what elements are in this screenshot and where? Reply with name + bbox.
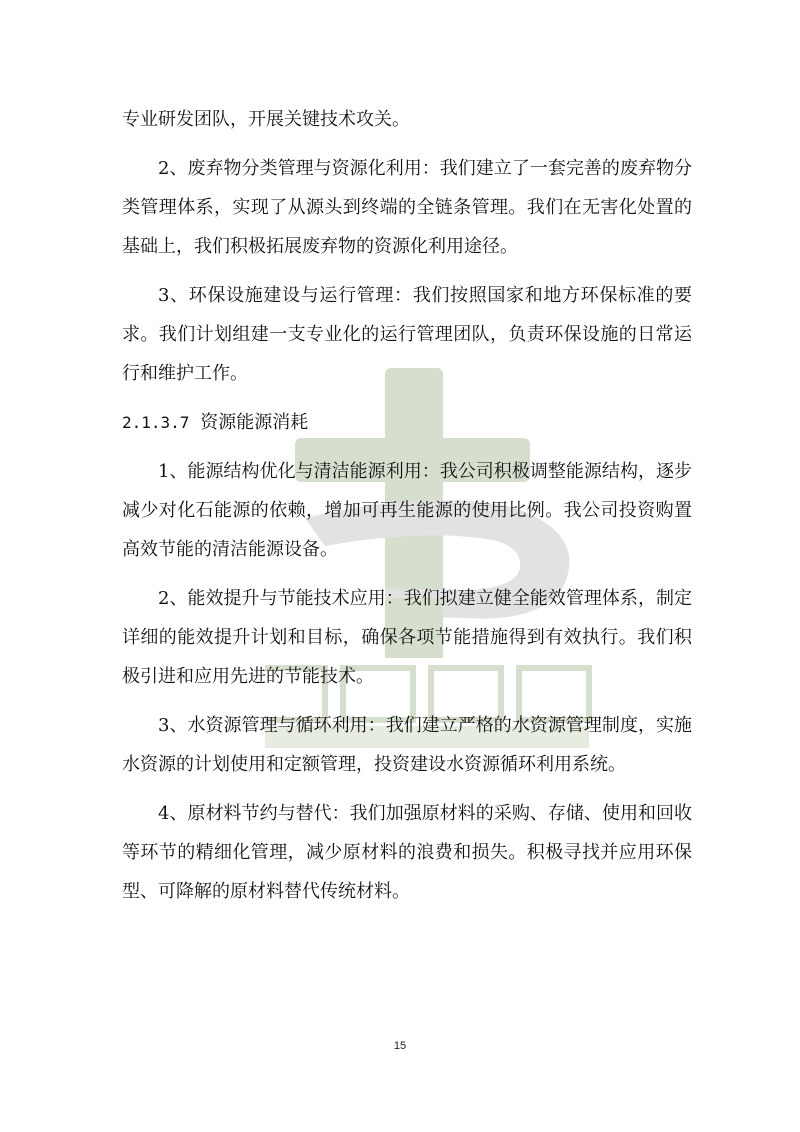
paragraph-waste-management: 2、废弃物分类管理与资源化利用：我们建立了一套完善的废弃物分类管理体系，实现了从源头到终端的全链条管理。我们在无害化处置的基础上，我们积极拓展废弃物的资源化利用途径。 — [122, 158, 692, 257]
paragraph-energy-efficiency: 2、能效提升与节能技术应用：我们拟建立健全能效管理体系，制定详细的能效提升计划和目标，确保各项节能措施得到有效执行。我们积极引进和应用先进的节能技术。 — [122, 588, 692, 687]
section-title: 资源能源消耗 — [200, 412, 309, 433]
section-number: 2.1.3.7 — [122, 413, 190, 432]
paragraph-environmental-facilities: 3、环保设施建设与运行管理：我们按照国家和地方环保标准的要求。我们计划组建一支专业化的运行管理团队，负责环保设施的日常运行和维护工作。 — [122, 285, 692, 384]
page-number: 15 — [393, 1040, 407, 1052]
paragraph-energy-structure: 1、能源结构优化与清洁能源利用：我公司积极调整能源结构，逐步减少对化石能源的依赖，增加可再生能源的使用比例。我公司投资购置高效节能的清洁能源设备。 — [122, 461, 692, 560]
paragraph-water-resources: 3、水资源管理与循环利用：我们建立严格的水资源管理制度，实施水资源的计划使用和定额管理，投资建设水资源循环利用系统。 — [122, 715, 692, 775]
paragraph-continuation: 专业研发团队，开展关键技术攻关。 — [122, 109, 410, 130]
document-body — [122, 100, 692, 911]
paragraph-raw-materials: 4、原材料节约与替代：我们加强原材料的采购、存储、使用和回收等环节的精细化管理，减少原材料的浪费和损失。积极寻找并应用环保型、可降解的原材料替代传统材料。 — [122, 803, 692, 902]
section-heading — [122, 403, 692, 442]
